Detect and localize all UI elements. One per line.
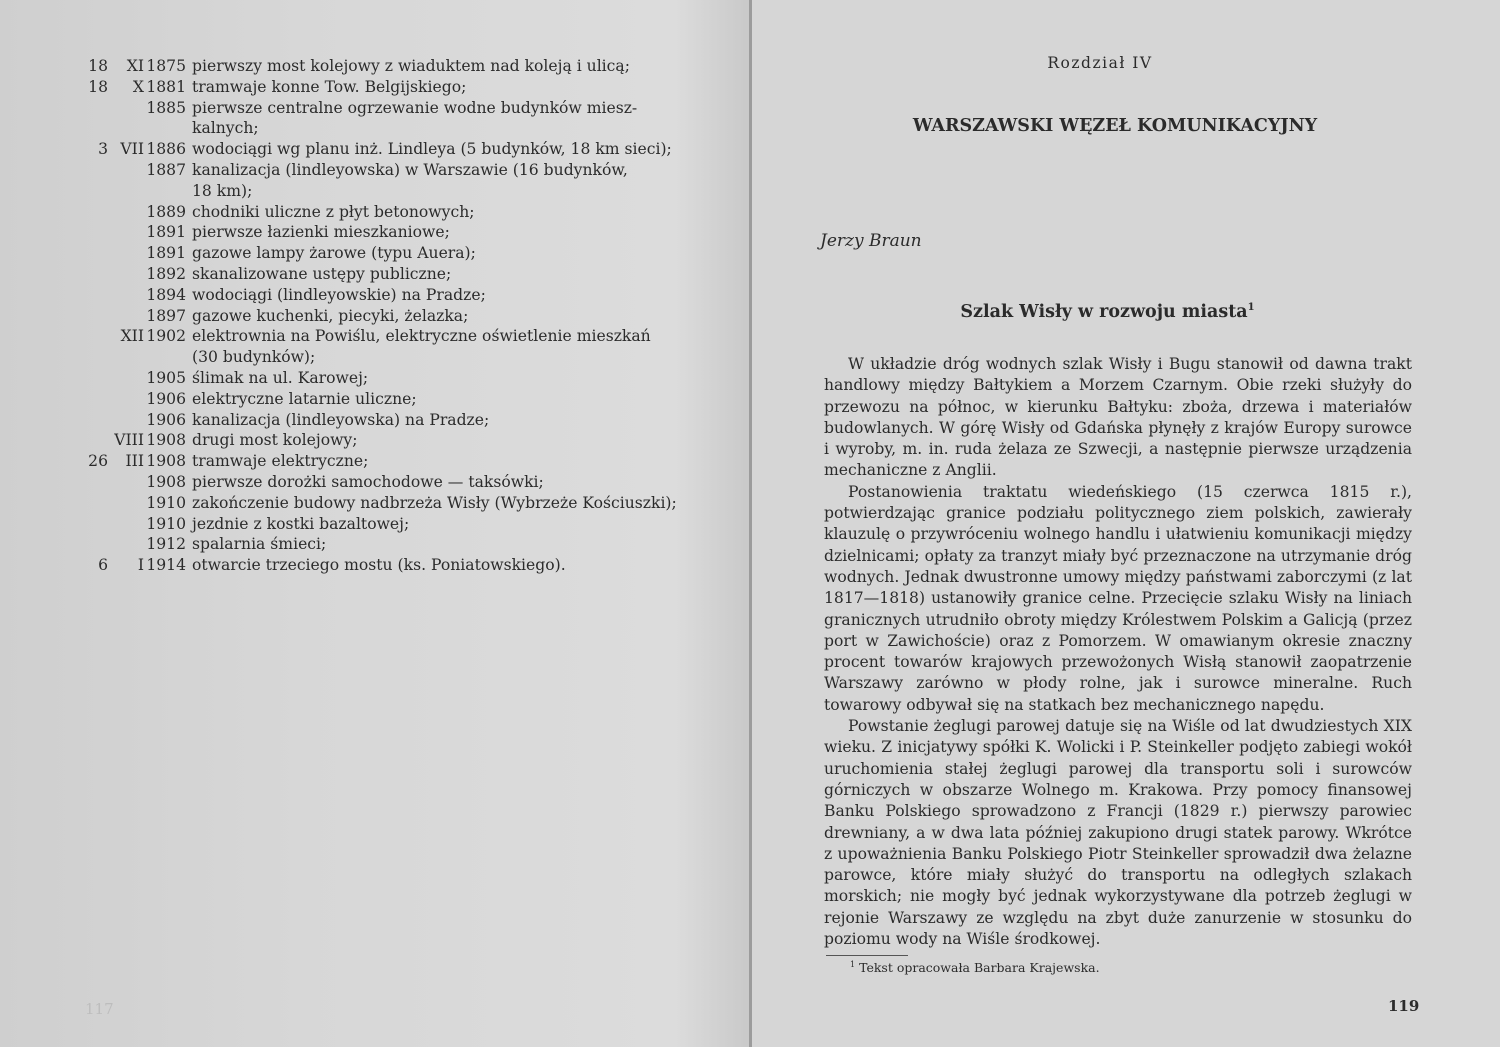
part-title: WARSZAWSKI WĘZEŁ KOMUNIKACYJNY [912,116,1318,136]
chronology-text: gazowe lampy żarowe (typu Auera); [192,244,476,263]
chronology-year: 1908 [146,472,186,491]
article-body [824,354,1412,950]
chronology-year: 1906 [146,410,186,429]
chronology-year: 1885 [146,98,186,117]
chronology-year: 1889 [146,202,186,221]
chronology-day: 26 [88,452,108,471]
chronology-text: otwarcie trzeciego mostu (ks. Poniatowskiego). [192,556,566,575]
chronology-day: 3 [98,140,108,159]
chronology-year: 1912 [146,535,186,554]
footnote-reference: 1 [1247,302,1255,314]
chronology-text: gazowe kuchenki, piecyki, żelazka; [192,306,469,325]
chronology-text: kanalizacja (lindleyowska) w Warszawie (16 budynków, [192,160,628,179]
footnote-mark: 1 [850,960,856,969]
chronology-year: 1905 [146,368,186,387]
chronology-day: 18 [88,57,108,75]
chronology-text: kalnych; [192,119,259,138]
chronology-year: 1887 [146,160,186,179]
chronology-month: VIII [114,431,144,450]
chronology-text: pierwszy most kolejowy z wiaduktem nad koleją i ulicą; [192,57,630,75]
chronology-text: chodniki uliczne z płyt betonowych; [192,202,475,221]
footnote [850,960,1100,975]
chronology-year: 1908 [146,452,186,471]
chronology-text: wodociągi (lindleyowskie) na Pradze; [192,285,486,304]
chronology-text: pierwsze dorożki samochodowe — taksówki; [192,472,544,491]
chronology-year: 1910 [146,493,186,512]
chronology-text: tramwaje konne Tow. Belgijskiego; [192,77,467,96]
chronology-month: XII [120,327,144,346]
chronology-text: spalarnia śmieci; [192,535,327,554]
chronology-year: 1891 [146,223,186,242]
article-title [830,302,1385,322]
chronology-year: 1894 [146,285,186,304]
chronology-year: 1910 [146,514,186,533]
paragraph: Postanowienia traktatu wiedeńskiego (15 czerwca 1815 r.), potwierdzając granice podziału politycznego ziem polskich, zawierały klauzulę o przywróceniu wolnego handlu i ułatwieniu komunikacji między dzielnicami; opłaty za tranzyt miały być przeznaczone na utrzymanie dróg wodnych. Jednak dwustronne umowy między państwami zaborczymi (z lat 1817—1818) ustanowiły granice celne. Przecięcie szlaku Wisły na liniach granicznych utrudniło obroty między Królestwem Polskim a Galicją (przez port w Zawichoście) oraz z Pomorzem. W omawianym okresie znaczny procent towarów krajowych przewożonych Wisłą stanowił zaopatrzenie Warszawy zarówno w płody rolne, jak i surowce mineralne. Ruch towarowy odbywał się na statkach bez mechanicznego napędu. [824,482,1412,714]
chronology-text: elektryczne latarnie uliczne; [192,389,417,408]
chronology-year: 1886 [146,140,186,159]
chronology-year: 1908 [146,431,186,450]
article-title-text: Szlak Wisły w rozwoju miasta [960,302,1248,322]
chronology-text: ślimak na ul. Karowej; [192,368,369,387]
chronology-month: VII [120,140,144,159]
chronology-month: I [137,556,144,575]
chronology-text: jezdnie z kostki bazaltowej; [192,514,410,533]
chronology-text: pierwsze łazienki mieszkaniowe; [192,223,450,242]
paragraph: Powstanie żeglugi parowej datuje się na Wiśle od lat dwudziestych XIX wieku. Z inicjatywy spółki K. Wolicki i P. Steinkeller podjęto zabiegi wokół uruchomienia stałej żeglugi parowej dla transportu soli i surowców górniczych w obszarze Wolnego m. Krakowa. Przy pomocy finansowej Banku Polskiego sprowadzono z Francji (1829 r.) pierwszy parowiec drewniany, a w dwa lata później zakupiono drugi statek parowy. Wkrótce z upoważnienia Banku Polskiego Piotr Steinkeller sprowadził dwa żelazne parowce, które miały służyć do transportu na odległych szlakach morskich; nie mogły być jednak wykorzystywane dla potrzeb żeglugi w rejonie Warszawy ze względu na zbyt duże zanurzenie w stosunku do poziomu wody na Wiśle środkowej. [824,717,1412,949]
chronology-day: 6 [98,556,108,575]
chronology-year: 1914 [146,556,186,575]
chronology-month: XI [126,57,144,75]
chronology-year: 1881 [146,77,186,96]
paragraph: W układzie dróg wodnych szlak Wisły i Bugu stanowił od dawna trakt handlowy między Bałtykiem a Morzem Czarnym. Obie rzeki służyły do przewozu na północ, w kierunku Bałtyku: zboża, drzewa i materiałów budowlanych. W górę Wisły od Gdańska płynęły z krajów Europy surowce i wyroby, m. in. ruda żelaza ze Szwecji, a następnie pierwsze urządzenia mechaniczne z Anglii. [824,355,1412,480]
chronology-text: (30 budynków); [192,348,316,367]
chronology-text: pierwsze centralne ogrzewanie wodne budynków miesz- [192,98,638,117]
chronology-month: III [125,452,144,471]
chronology-year: 1897 [146,306,186,325]
chronology-text: skanalizowane ustępy publiczne; [192,264,452,283]
page-number: 119 [1388,997,1420,1015]
chronology-year: 1892 [146,264,186,283]
chronology-text: tramwaje elektryczne; [192,452,369,471]
footnote-text: Tekst opracowała Barbara Krajewska. [859,960,1100,976]
chronology-text: kanalizacja (lindleyowska) na Pradze; [192,410,490,429]
chronology-year: 1891 [146,244,186,263]
chronology-year: 1875 [146,57,186,75]
author-name: Jerzy Braun [820,231,922,251]
chronology-text: elektrownia na Powiślu, elektryczne oświetlenie mieszkań [192,327,651,346]
chapter-heading: Rozdział IV [1047,54,1153,72]
chronology-day: 18 [88,77,108,96]
chronology-text: 18 km); [192,181,253,200]
chronology-text: drugi most kolejowy; [192,431,358,450]
chronology-year: 1906 [146,389,186,408]
bleed-through-page-number: 117 [85,1000,114,1018]
footnote-rule [826,955,908,956]
chronology-month: X [132,77,144,96]
chronology-text: zakończenie budowy nadbrzeża Wisły (Wybrzeże Kościuszki); [192,493,677,512]
chronology-text: wodociągi wg planu inż. Lindleya (5 budynków, 18 km sieci); [192,140,672,159]
chronology-year: 1902 [146,327,186,346]
